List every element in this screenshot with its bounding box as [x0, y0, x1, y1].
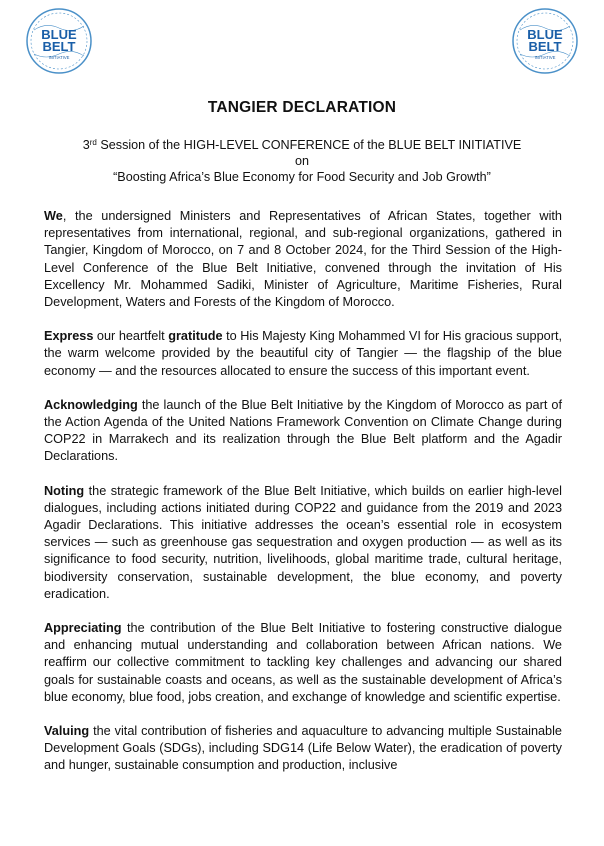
document-title: TANGIER DECLARATION [207, 99, 397, 116]
blue-belt-logo-icon [512, 8, 578, 74]
logo-line2: BELT [528, 39, 562, 54]
logo-line3: INITIATIVE [48, 55, 70, 60]
paragraph-text: the strategic framework of the Blue Belt Initiative, which builds on earlier high-level dialogues, including actions initiated during COP22 and guidance from the 2019 and 2023 Agadir Declarations. This initiative addresses the ocean’s essential role in ecosystem services — such as greenhouse gas sequestration and oxygen production — as well as its significance to food security, nutrition, livelihoods, global maritime trade, cultural heritage, biodiversity conservation, sustainable development, the blue economy, and poverty eradication. [44, 483, 562, 601]
logo-line2: BELT [42, 39, 76, 54]
subtitle-line2: on [294, 154, 309, 168]
paragraph-lead: Appreciating [44, 621, 122, 636]
blue-belt-logo-icon [26, 8, 92, 74]
subtitle-line3: “Boosting Africa’s Blue Economy for Food Security and Job Growth” [113, 170, 491, 184]
blue-belt-logo-right [512, 8, 578, 74]
document-subtitle [0, 137, 604, 185]
paragraph-noting [44, 483, 562, 603]
paragraph-lead: We [44, 209, 63, 223]
logo-line1: BLUE [41, 27, 77, 42]
paragraph-text: the launch of the Blue Belt Initiative by the Kingdom of Morocco as part of the Action Agenda of the United Nations Framework Convention on Climate Change during COP22 in Marrakech and its realization through the Blue Belt platform and the Agadir Declarations. [44, 397, 562, 464]
paragraph-acknowledging [44, 397, 562, 466]
paragraph-text: , the undersigned Ministers and Representatives of African States, together with representatives from international, regional, and sub-regional organizations, gathered in Tangier, Kingdom of Morocco, on 7 and 8 October 2024, for the Third Session of the High-Level Conference of the Blue Belt Initiative, convened through the invitation of His Excellency Mr. Mohammed Sadiki, Minister of Agriculture, Maritime Fisheries, Rural Development, Waters and Forests of the Kingdom of Morocco. [44, 209, 562, 310]
paragraph-valuing [44, 723, 562, 775]
paragraph-text: the vital contribution of fisheries and aquaculture to advancing multiple Sustainable Development Goals (SDGs), including SDG14 (Life Below Water), the eradication of poverty and hunger, sustainable consumption and production, inclusive [44, 724, 562, 773]
paragraph-appreciating [44, 620, 562, 706]
paragraph-lead: Valuing [44, 724, 90, 739]
subtitle-ordinal-num: 3 [82, 138, 90, 152]
subtitle-line1-rest: Session of the HIGH-LEVEL CONFERENCE of the BLUE BELT INITIATIVE [96, 138, 522, 152]
blue-belt-logo-left [26, 8, 92, 74]
paragraph-text: the contribution of the Blue Belt Initiative to fostering constructive dialogue and enhancing mutual understanding and collaboration between African nations. We reaffirm our collective commitment to tackling key challenges and advancing our shared goals for sustainable coasts and oceans, as well as the sustainable development of Africa’s blue economy, blue food, jobs creation, and exchange of knowledge and scientific expertise. [44, 621, 562, 704]
paragraph-lead: Noting [44, 483, 85, 498]
subtitle-line1 [0, 137, 604, 153]
logo-line3: INITIATIVE [534, 55, 556, 60]
subtitle-ordinal-suffix: rd [89, 138, 97, 147]
paragraph-we [44, 208, 562, 311]
paragraph-text: to His Majesty King Mohammed VI for His gracious support, the warm welcome provided by the beautiful city of Tangier — the flagship of the blue economy — and the resources allocated to ensure the success of this important event. [44, 329, 562, 378]
logo-line1: BLUE [527, 27, 563, 42]
paragraph-emphasis: gratitude [168, 329, 223, 344]
paragraph-express [44, 328, 562, 380]
document-body [44, 208, 562, 792]
paragraph-lead: Acknowledging [44, 397, 138, 412]
paragraph-text: our heartfelt [93, 329, 169, 344]
paragraph-lead: Express [44, 329, 94, 344]
